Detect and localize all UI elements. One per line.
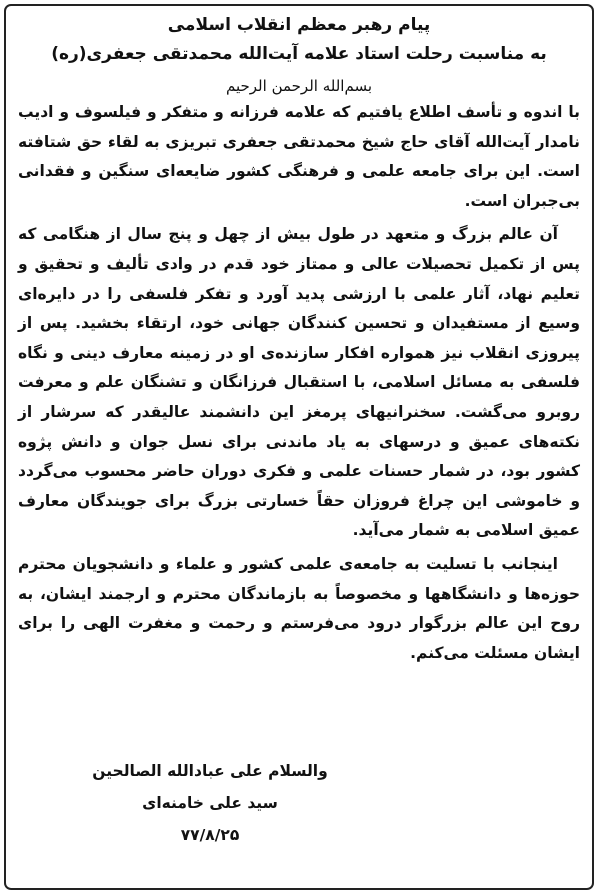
- paragraph-3: اینجانب با تسلیت به جامعه‌ی علمی کشور و علماء و دانشجویان محترم حوزه‌ها و دانشگاهها و مخصوصاً به بازماندگان محترم و ارجمند ایشان، به روح این عالم بزرگوار درود می‌فرستم و رحمت و مغفرت الهی را برای ایشان مسئلت می‌کنم.: [18, 554, 580, 662]
- document-title: پیام رهبر معظم انقلاب اسلامی: [167, 15, 431, 35]
- document-subtitle: به مناسبت رحلت استاد علامه آیت‌الله محمدتقی جعفری(ره): [51, 44, 547, 64]
- document-date: ۷۷/۸/۲۵: [180, 826, 240, 844]
- paragraph-2: آن عالم بزرگ و متعهد در طول بیش از چهل و پنج سال از هنگامی که پس از تکمیل تحصیلات عالی و ممتاز خود قدم در وادی تألیف و تحقیق و تعلیم نهاد، آثار علمی با ارزشی پدید آورد و تفکر فلسفی را در دایره‌ای وسیع از مستفیدان و تحسین کنندگان جهانی خود، ارتقاء بخشید. پس از پیروزی انقلاب نیز همواره افکار سازنده‌ی او در زمینه معارف دینی و نگاه فلسفی به مسائل اسلامی، با استقبال فرزانگان و تشنگان علم و معرفت روبرو می‌گشت. سخنرانیهای پرمغز این دانشمند عالیقدر که سرشار از نکته‌های عمیق و درسهای به یاد ماندنی برای نسل جوان و دانش پژوه کشور بود، در شمار حسنات علمی و فکری دوران حاضر محسوب می‌گردد و خاموشی این چراغ فروزان حقاً خسارتی بزرگ برای جویندگان معارف عمیق اسلامی به شمار می‌آید.: [18, 225, 580, 540]
- paragraph-1: با اندوه و تأسف اطلاع یافتیم که علامه فرزانه و متفکر و فیلسوف و ادیب نامدار آیت‌الله آقای حاج شیخ محمدتقی جعفری تبریزی به لقاء حق شتافته است. این برای جامعه علمی و فرهنگی کشور ضایعه‌ای سنگین و فقدانی بی‌جبران است.: [18, 103, 580, 210]
- document-body: [18, 14, 580, 668]
- signature-block: [60, 755, 360, 851]
- closing-salutation: والسلام علی عبادالله الصالحین: [92, 762, 328, 780]
- signature-name: سید علی خامنه‌ای: [142, 794, 278, 812]
- bismillah-line: بسم‌الله الرحمن الرحیم: [226, 77, 372, 95]
